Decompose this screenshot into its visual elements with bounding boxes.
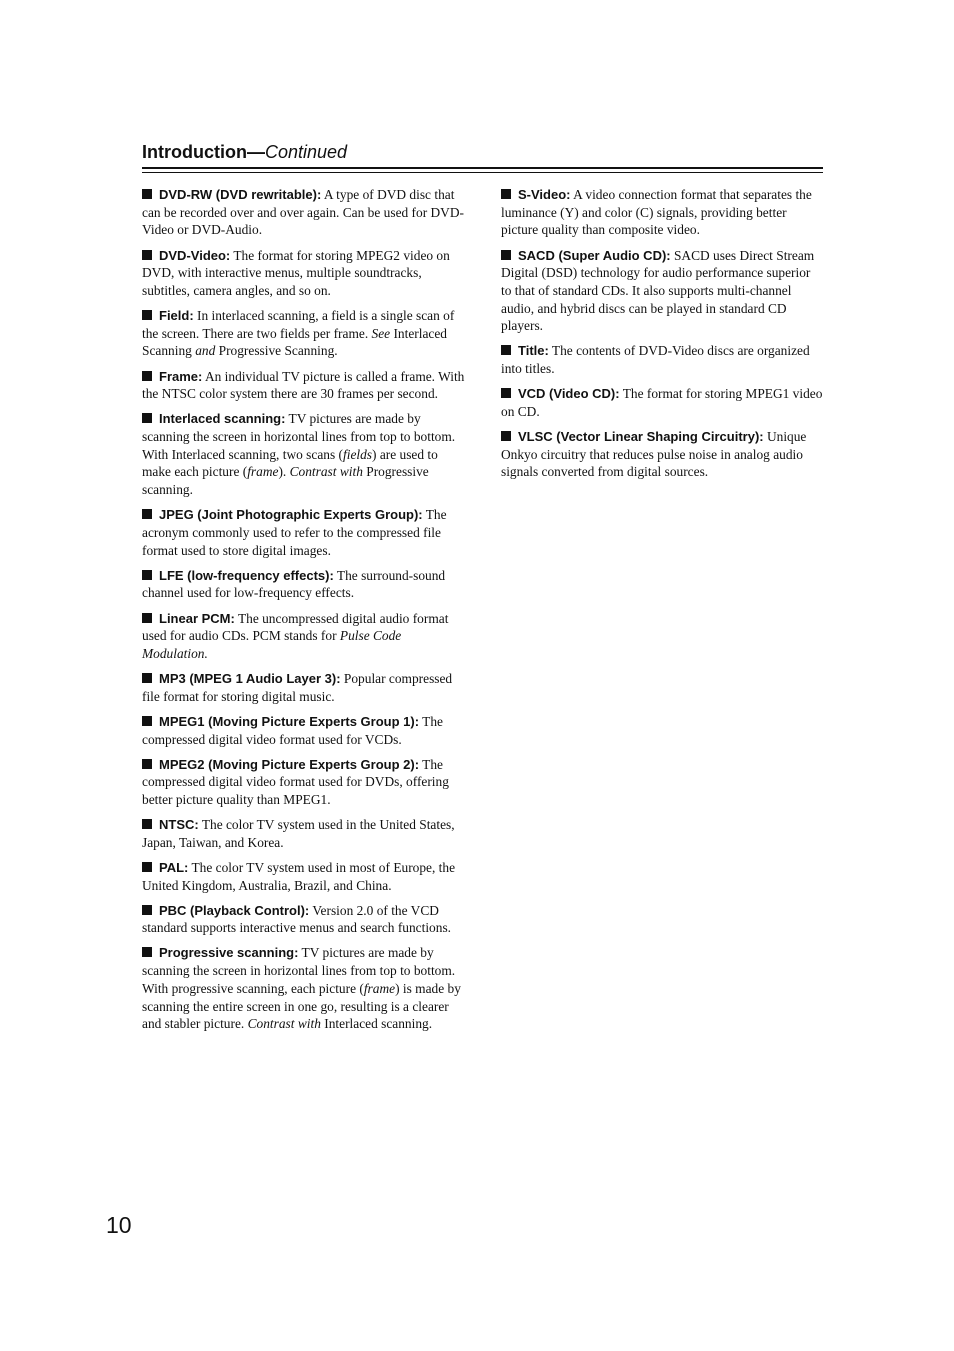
- section-name: Introduction: [142, 142, 247, 162]
- definition-text: The compressed digital video format used for VCDs.: [142, 713, 443, 747]
- glossary-entry: [142, 670, 465, 705]
- page-header: [142, 141, 823, 163]
- definition-text: The format for storing MPEG2 video on DVD, with interactive menus, multiple soundtracks, subtitles, camera angles, and so on.: [142, 247, 450, 298]
- definition-text: Interlaced Scanning: [142, 325, 447, 359]
- glossary-term: VLSC (Vector Linear Shaping Circuitry):: [518, 429, 764, 444]
- glossary-entry: [142, 506, 465, 559]
- definition-emphasis: See: [371, 325, 391, 341]
- glossary-term: MPEG1 (Moving Picture Experts Group 1):: [159, 713, 420, 729]
- square-bullet-icon: [142, 310, 152, 320]
- glossary-term: PBC (Playback Control):: [159, 902, 310, 918]
- glossary-term: Field:: [159, 308, 194, 323]
- glossary-entry: [501, 247, 824, 336]
- square-bullet-icon: [501, 250, 511, 260]
- square-bullet-icon: [501, 431, 511, 441]
- glossary-term: Title:: [518, 343, 549, 359]
- glossary-entry: [142, 247, 465, 300]
- glossary-term: MP3 (MPEG 1 Audio Layer 3):: [159, 671, 341, 686]
- definition-text: ) is made by scanning the entire screen in one go, resulting is a clearer and stabler picture.: [142, 980, 461, 1032]
- definition-text: TV pictures are made by scanning the screen in horizontal lines from top to bottom. With Interlaced scanning, two scans (: [142, 411, 456, 462]
- glossary-entry: [501, 342, 824, 377]
- section-title: [142, 142, 347, 162]
- glossary-entry: [501, 385, 824, 420]
- square-bullet-icon: [142, 509, 152, 519]
- definition-text: Unique Onkyo circuitry that reduces pulse noise in analog audio signals converted from digital sources.: [501, 429, 807, 480]
- square-bullet-icon: [142, 905, 152, 915]
- definition-text: Progressive scanning.: [142, 464, 429, 498]
- glossary-term: SACD (Super Audio CD):: [518, 247, 671, 263]
- definition-text: The contents of DVD-Video discs are organized into titles.: [501, 343, 810, 377]
- square-bullet-icon: [142, 947, 152, 957]
- glossary-term: VCD (Video CD):: [518, 386, 620, 402]
- glossary-entry: [142, 902, 465, 937]
- glossary-term: Progressive scanning:: [159, 945, 299, 961]
- glossary-entry: [142, 944, 465, 1033]
- definition-emphasis: and: [195, 343, 216, 359]
- square-bullet-icon: [501, 388, 511, 398]
- glossary-entry: [142, 307, 465, 360]
- square-bullet-icon: [142, 759, 152, 769]
- square-bullet-icon: [142, 413, 152, 423]
- square-bullet-icon: [142, 819, 152, 829]
- definition-emphasis: Contrast with: [289, 464, 363, 480]
- glossary-term: Interlaced scanning:: [159, 411, 286, 427]
- definition-text: SACD uses Direct Stream Digital (DSD) technology for audio performance superior to that of standard CDs. It also supports multi-channel audio, and hybrid discs can be played in standard CD players.: [501, 247, 815, 334]
- glossary-entry: [501, 186, 824, 239]
- glossary-term: S-Video:: [518, 187, 571, 202]
- glossary-term: PAL:: [159, 859, 189, 875]
- square-bullet-icon: [142, 371, 152, 381]
- glossary-term: Frame:: [159, 368, 203, 384]
- glossary-entry: [142, 859, 465, 894]
- definition-text: Interlaced scanning.: [320, 1016, 433, 1032]
- square-bullet-icon: [142, 862, 152, 872]
- square-bullet-icon: [142, 250, 152, 260]
- definition-text: The color TV system used in most of Europe, the United Kingdom, Australia, Brazil, and China.: [142, 859, 456, 893]
- glossary-term: MPEG2 (Moving Picture Experts Group 2):: [159, 756, 420, 772]
- glossary-entry: [142, 410, 465, 499]
- definition-text: An individual TV picture is called a frame. With the NTSC color system there are 30 frames per second.: [142, 368, 465, 402]
- square-bullet-icon: [142, 673, 152, 683]
- definition-text: ) are used to make each picture (: [142, 446, 438, 480]
- definition-text: The color TV system used in the United States, Japan, Taiwan, and Korea.: [142, 817, 455, 850]
- square-bullet-icon: [142, 189, 152, 199]
- glossary-entry: [142, 713, 465, 748]
- glossary-term: DVD-RW (DVD rewritable):: [159, 187, 322, 202]
- definition-emphasis: frame: [363, 980, 396, 996]
- glossary-entry: [142, 610, 465, 663]
- definition-emphasis: Contrast with: [247, 1016, 321, 1032]
- glossary-entry: [142, 567, 465, 602]
- glossary-term: NTSC:: [159, 817, 199, 833]
- definition-text: ).: [278, 464, 290, 480]
- glossary-term: JPEG (Joint Photographic Experts Group):: [159, 507, 423, 523]
- glossary-column-left: [142, 186, 465, 1040]
- definition-text: A type of DVD disc that can be recorded over and over again. Can be used for DVD-Video or DVD-Audio.: [142, 187, 464, 238]
- square-bullet-icon: [142, 570, 152, 580]
- square-bullet-icon: [142, 716, 152, 726]
- definition-text: The format for storing MPEG1 video on CD.: [501, 386, 823, 419]
- em-dash: —: [246, 142, 265, 162]
- glossary-term: DVD-Video:: [159, 247, 231, 263]
- square-bullet-icon: [142, 613, 152, 623]
- definition-text: Popular compressed file format for storing digital music.: [142, 671, 453, 704]
- glossary-entry: [142, 816, 465, 851]
- page-number: 10: [106, 1212, 132, 1238]
- square-bullet-icon: [501, 345, 511, 355]
- definition-text: Version 2.0 of the VCD standard supports interactive menus and search functions.: [142, 902, 452, 936]
- definition-text: The surround-sound channel used for low-frequency effects.: [142, 567, 446, 601]
- glossary-term: LFE (low-frequency effects):: [159, 567, 334, 583]
- definition-emphasis: fields: [343, 446, 373, 462]
- definition-text: The acronym commonly used to refer to the compressed file format used to store digital images.: [142, 507, 447, 558]
- glossary-column-right: [501, 186, 824, 489]
- glossary-entry: [142, 368, 465, 403]
- definition-emphasis: frame: [247, 464, 279, 480]
- definition-text: TV pictures are made by scanning the screen in horizontal lines from top to bottom. With progressive scanning, each picture (: [142, 945, 456, 996]
- glossary-entry: [142, 756, 465, 809]
- header-rule: [142, 167, 823, 169]
- definition-text: Progressive Scanning.: [215, 343, 338, 359]
- glossary-term: Linear PCM:: [159, 610, 235, 626]
- continued-label: Continued: [264, 142, 348, 162]
- definition-text: The uncompressed digital audio format used for audio CDs. PCM stands for: [142, 610, 449, 644]
- glossary-entry: [142, 186, 465, 239]
- header-rule-thin: [142, 172, 823, 173]
- definition-text: The compressed digital video format used for DVDs, offering better picture quality than MPEG1.: [142, 756, 449, 807]
- glossary-entry: [501, 428, 824, 481]
- definition-text: In interlaced scanning, a field is a single scan of the screen. There are two fields per frame.: [142, 308, 455, 341]
- definition-text: A video connection format that separates the luminance (Y) and color (C) signals, providing better picture quality than composite video.: [501, 187, 812, 238]
- definition-emphasis: Pulse Code Modulation.: [142, 628, 402, 661]
- square-bullet-icon: [501, 189, 511, 199]
